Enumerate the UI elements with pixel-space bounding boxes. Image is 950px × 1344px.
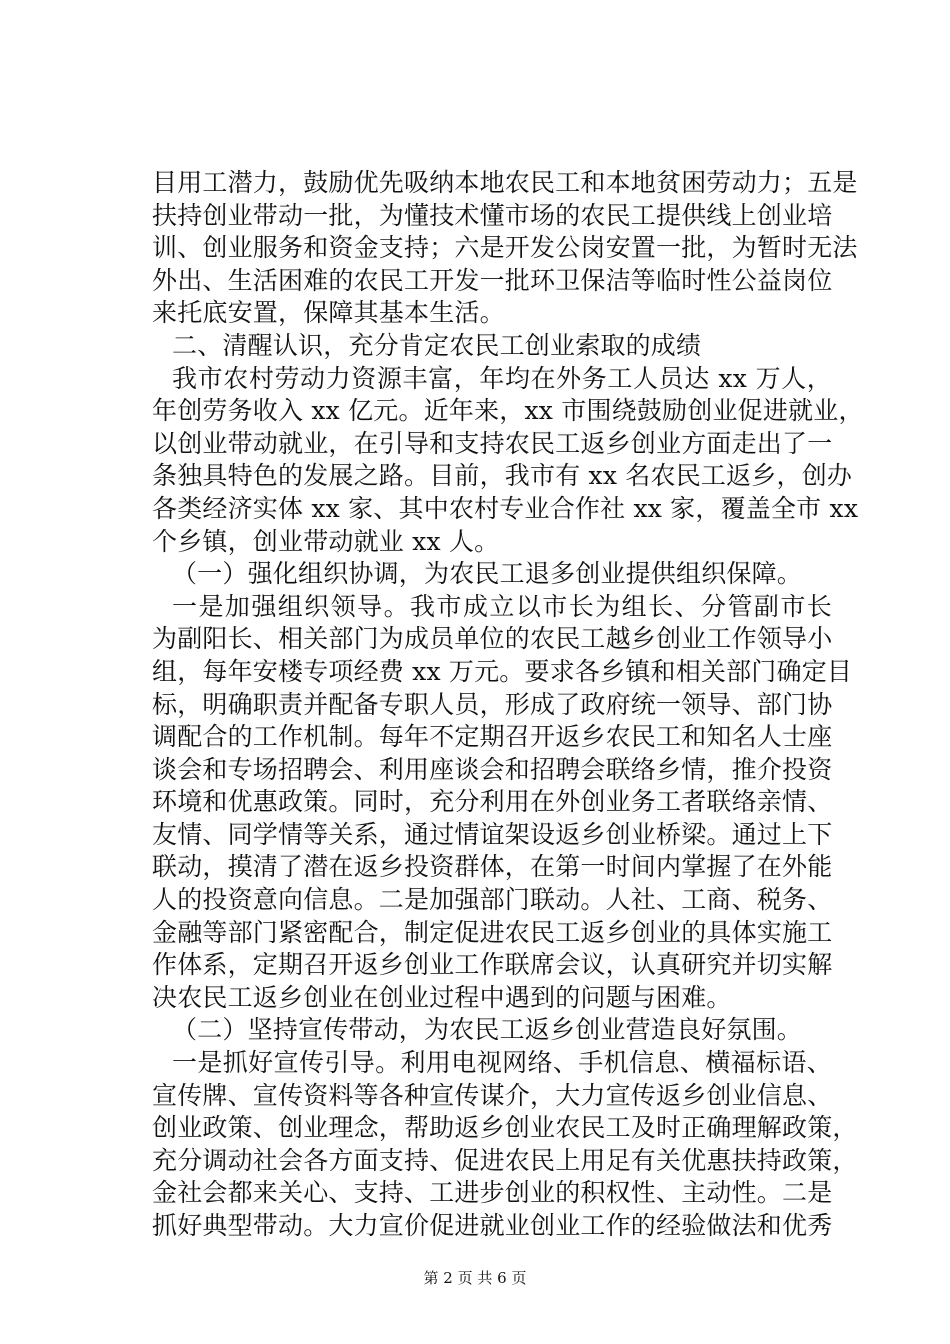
text-line: 作体系，定期召开返乡创业工作联席会议，认真研究并切实解: [152, 950, 833, 980]
text-line: 调配合的工作机制。每年不定期召开返乡农民工和知名人士座: [152, 722, 833, 752]
text-line: 以创业带动就业，在引导和支持农民工返乡创业方面走出了一: [152, 428, 833, 458]
text-line: 组，每年安楼专项经费 xx 万元。要求各乡镇和相关部门确定目: [152, 656, 853, 686]
text-line: 一是加强组织领导。我市成立以市长为组长、分管副市长: [172, 591, 832, 621]
text-line: （二）坚持宣传带动，为农民工返乡创业营造良好氛围。: [172, 1015, 803, 1045]
text-line: 金社会都来关心、支持、工进步创业的积权性、主动性。二是: [152, 1178, 833, 1208]
text-line: 标，明确职责并配备专职人员，形成了政府统一领导、部门协: [152, 689, 833, 719]
text-line: 联动，摸清了潜在返乡投资群体，在第一时间内掌握了在外能: [152, 852, 833, 882]
text-line: 宣传牌、宣传资料等各种宣传谋介，大力宣传返乡创业信息、: [152, 1080, 833, 1110]
text-line: 年创劳务收入 xx 亿元。近年来，xx 市围绕鼓励创业促进就业，: [152, 396, 864, 426]
text-line: 扶持创业带动一批，为懂技术懂市场的农民工提供线上创业培: [152, 200, 833, 230]
document-body: [152, 167, 864, 1243]
text-line: 一是抓好宣传引导。利用电视网络、手机信息、横福标语、: [172, 1048, 832, 1078]
text-line: 目用工潜力，鼓励优先吸纳本地农民工和本地贫困劳动力；五是: [152, 168, 858, 197]
text-line: 个乡镇，创业带动就业 xx 人。: [152, 526, 500, 556]
text-line: 决农民工返乡创业在创业过程中遇到的问题与困难。: [152, 982, 732, 1012]
text-line: 环境和优惠政策。同时，充分利用在外创业务工者联络亲情、: [152, 787, 833, 817]
text-line: 二、清醒认识，充分肯定农民工创业索取的成绩: [172, 330, 702, 360]
text-line: 充分调动社会各方面支持、促进农民上用足有关优惠扶持政策，: [152, 1145, 858, 1175]
text-line: 我市农村劳动力资源丰富，年均在外务工人员达 xx 万人，: [172, 363, 832, 393]
text-line: 为副阳长、相关部门为成员单位的农民工越乡创业工作领导小: [152, 624, 833, 654]
text-line: 人的投资意向信息。二是加强部门联动。人社、工商、税务、: [152, 885, 833, 915]
text-line: 各类经济实体 xx 家、其中农村专业合作社 xx 家，覆盖全市 xx: [152, 493, 859, 523]
text-line: 抓好典型带动。大力宣价促进就业创业工作的经验做法和优秀: [152, 1211, 833, 1240]
text-line: 友情、同学情等关系，通过情谊架设返乡创业桥梁。通过上下: [152, 819, 833, 849]
text-line: 创业政策、创业理念，帮助返乡创业农民工及时正确理解政策，: [152, 1113, 858, 1143]
text-line: 谈会和专场招聘会、利用座谈会和招聘会联络乡情，推介投资: [152, 754, 833, 784]
text-line: （一）强化组织协调，为农民工退多创业提供组织保障。: [172, 559, 803, 589]
text-line: 外出、生活困难的农民工开发一批环卫保洁等临时性公益岗位: [152, 265, 833, 295]
text-line: 来托底安置，保障其基本生活。: [152, 298, 505, 328]
page-footer: 第 2 页 共 6 页: [423, 1269, 527, 1287]
text-line: 金融等部门紧密配合，制定促进农民工返乡创业的具体实施工: [152, 917, 833, 947]
text-line: 条独具特色的发展之路。目前，我市有 xx 名农民工返乡，创办: [152, 461, 853, 491]
text-line: 训、创业服务和资金支持；六是开发公岗安置一批，为暂时无法: [152, 233, 858, 263]
